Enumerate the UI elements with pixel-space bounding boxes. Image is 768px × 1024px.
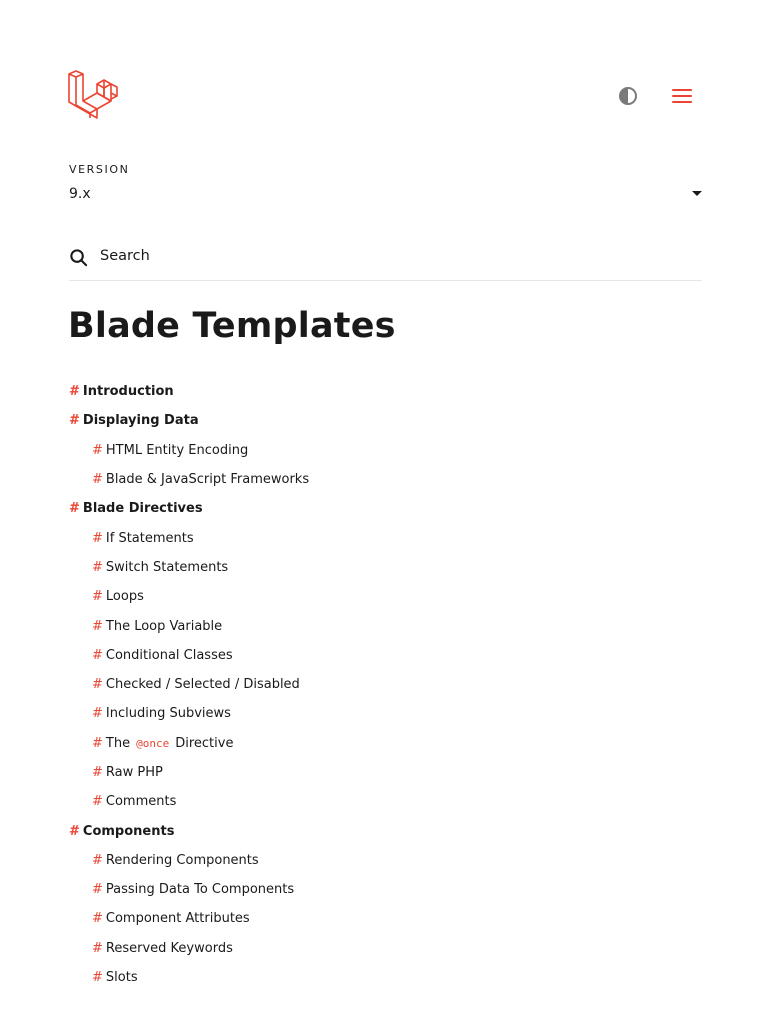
hash-icon: # [92, 559, 103, 575]
toc-subsection-link[interactable] [69, 846, 709, 875]
toc-section-link[interactable] [69, 816, 709, 845]
toc-link-label: HTML Entity Encoding [105, 442, 249, 458]
toc-subsection-link[interactable] [69, 963, 709, 992]
toc-section-link[interactable] [69, 377, 709, 406]
search-bar[interactable] [69, 240, 702, 281]
hash-icon: # [92, 911, 103, 927]
hash-icon: # [92, 970, 103, 986]
search-label: Search [100, 248, 150, 264]
toc-subsection-link[interactable] [69, 875, 709, 904]
hash-icon: # [92, 530, 103, 546]
version-select[interactable] [69, 183, 702, 207]
toc-subsection-link[interactable] [69, 611, 709, 640]
hash-icon: # [69, 384, 80, 400]
hash-icon: # [92, 472, 103, 488]
toc-link-label: The Loop Variable [105, 618, 223, 634]
toc-link-label: Slots [105, 970, 138, 986]
hash-icon: # [92, 765, 103, 780]
hash-icon: # [69, 823, 80, 839]
toc-subsection-link[interactable] [69, 758, 709, 787]
toc-subsection-link[interactable] [69, 729, 709, 758]
toc-link-label: Reserved Keywords [105, 940, 233, 956]
hash-icon: # [92, 794, 103, 810]
toc-link-label: Conditional Classes [105, 647, 233, 663]
toc-subsection-link[interactable] [69, 787, 709, 816]
hash-icon: # [69, 413, 80, 429]
version-label: VERSION [69, 163, 130, 176]
toc-link-label: Introduction [82, 384, 174, 400]
toc-link-label: Blade & JavaScript Frameworks [105, 472, 310, 488]
toc-subsection-link[interactable] [69, 523, 709, 552]
hash-icon: # [92, 677, 103, 693]
toc-subsection-link[interactable] [69, 553, 709, 582]
toc-link-label: Switch Statements [105, 559, 229, 575]
hash-icon: # [92, 882, 103, 898]
toc-subsection-link[interactable] [69, 436, 709, 465]
toc-link-label: If Statements [105, 530, 194, 546]
toc-link-label: Raw PHP [105, 765, 163, 780]
laravel-logo-icon[interactable] [68, 70, 118, 120]
toc-link-label: Component Attributes [105, 911, 250, 927]
toc-subsection-link[interactable] [69, 699, 709, 728]
hash-icon: # [69, 501, 80, 517]
toc-link-label: Passing Data To Components [105, 882, 295, 898]
caret-down-icon [692, 191, 702, 196]
toc-subsection-link[interactable] [69, 934, 709, 963]
hash-icon: # [92, 735, 103, 751]
toc-link-label: Components [82, 823, 175, 839]
toc-section-link[interactable] [69, 406, 709, 435]
toc-subsection-link[interactable] [69, 465, 709, 494]
toc-subsection-link[interactable] [69, 641, 709, 670]
toc-link-label: Blade Directives [82, 501, 203, 517]
toc-link-label: Displaying Data [82, 413, 199, 429]
toc-link-label: Directive [175, 735, 234, 751]
hash-icon: # [92, 618, 103, 634]
hash-icon: # [92, 852, 103, 868]
hamburger-menu-icon[interactable] [670, 84, 694, 108]
hash-icon: # [92, 706, 103, 722]
toc-link-code: @once [136, 736, 170, 750]
hash-icon: # [92, 589, 103, 605]
hash-icon: # [92, 940, 103, 956]
toc-link-label: Comments [105, 794, 177, 810]
toc-subsection-link[interactable] [69, 582, 709, 611]
toc-section-link[interactable] [69, 494, 709, 523]
toc-link-label: The [105, 735, 131, 751]
contrast-icon[interactable] [616, 84, 640, 108]
toc-link-label: Including Subviews [105, 706, 231, 722]
toc-link-label: Rendering Components [105, 852, 259, 868]
table-of-contents [69, 377, 709, 992]
hash-icon: # [92, 442, 103, 458]
search-icon [69, 248, 88, 267]
version-selected-value: 9.x [69, 186, 91, 202]
toc-link-label: Loops [105, 589, 144, 605]
hash-icon: # [92, 647, 103, 663]
toc-subsection-link[interactable] [69, 670, 709, 699]
page-title: Blade Templates [68, 306, 396, 346]
toc-link-label: Checked / Selected / Disabled [105, 677, 300, 693]
toc-subsection-link[interactable] [69, 904, 709, 933]
